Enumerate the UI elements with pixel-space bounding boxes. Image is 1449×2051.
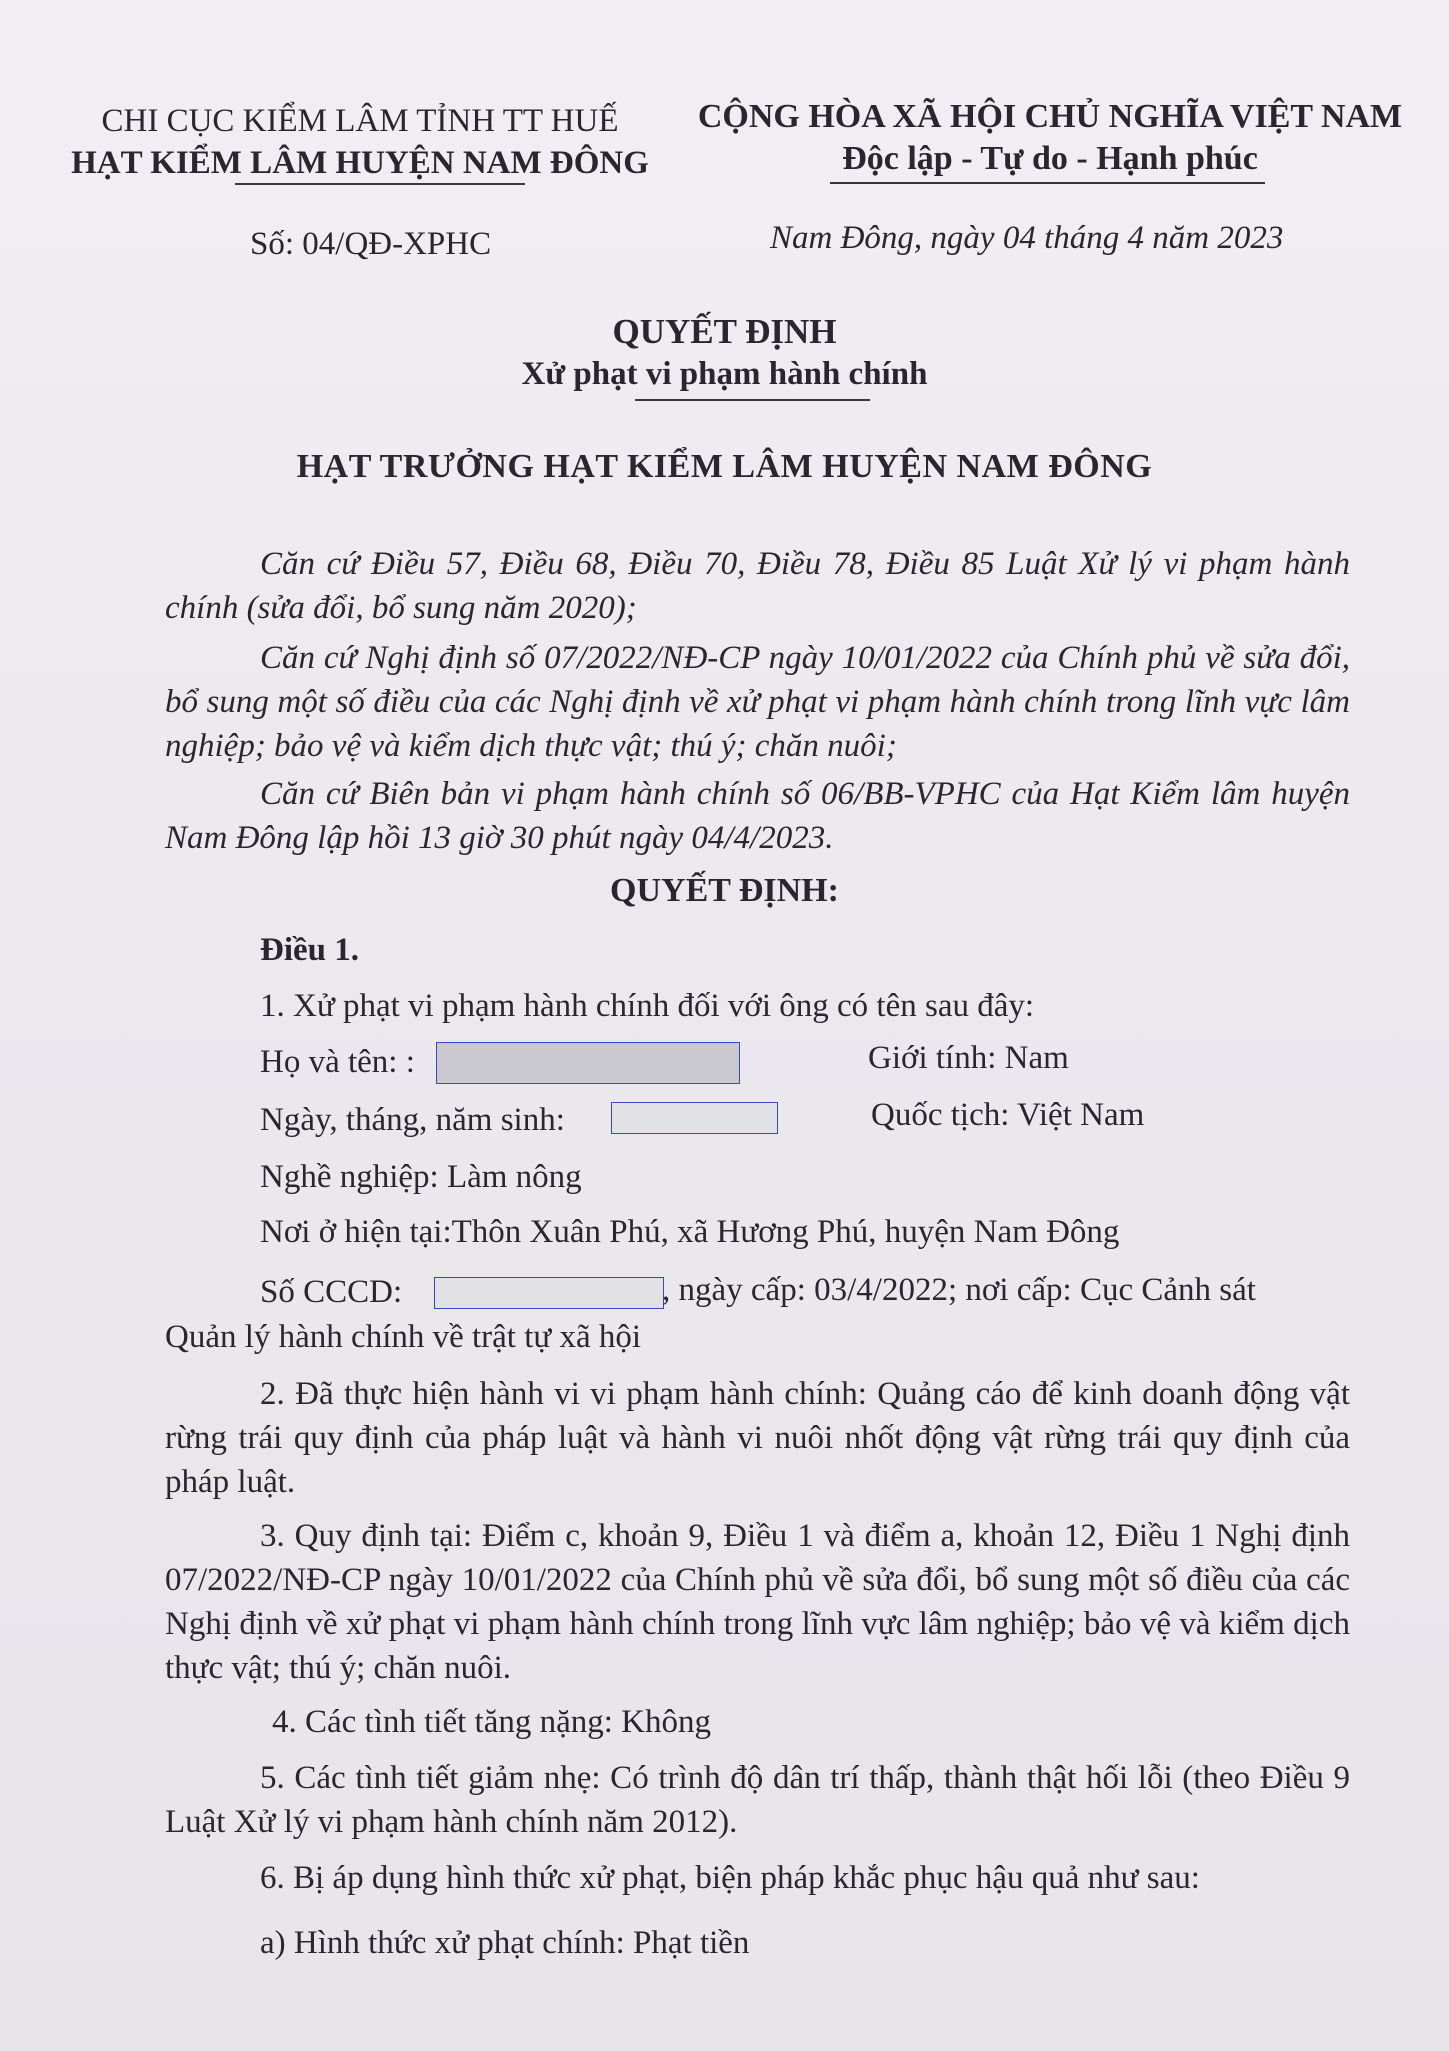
agency-line1: CHI CỤC KIỂM LÂM TỈNH TT HUẾ: [101, 103, 619, 139]
item-1: 1. Xử phạt vi phạm hành chính đối với ông có tên sau đây:: [260, 988, 1035, 1024]
document-title: QUYẾT ĐỊNH: [612, 312, 837, 351]
item-4: 4. Các tình tiết tăng nặng: Không: [272, 1704, 712, 1740]
national-header: [690, 96, 1410, 180]
item-6a: a) Hình thức xử phạt chính: Phạt tiền: [260, 1925, 750, 1961]
id-label: Số CCCD:: [260, 1274, 403, 1310]
name-label: Họ và tên: :: [260, 1044, 415, 1080]
preamble-3: Căn cứ Biên bản vi phạm hành chính số 06/BB-VPHC của Hạt Kiểm lâm huyện Nam Đông lập hồi 13 giờ 30 phút ngày 04/4/2023.: [165, 776, 1350, 856]
agency-underline: [235, 183, 525, 185]
motto-underline: [830, 182, 1265, 184]
occupation: Nghề nghiệp: Làm nông: [260, 1159, 582, 1195]
residence: Nơi ở hiện tại:Thôn Xuân Phú, xã Hương Phú, huyện Nam Đông: [260, 1214, 1120, 1250]
preamble-1: Căn cứ Điều 57, Điều 68, Điều 70, Điều 78, Điều 85 Luật Xử lý vi phạm hành chính (sửa đổi, bổ sung năm 2020);: [165, 546, 1350, 626]
redacted-name: [436, 1042, 740, 1084]
id-issue-info: , ngày cấp: 03/4/2022; nơi cấp: Cục Cảnh sát: [662, 1272, 1256, 1308]
place-date: Nam Đông, ngày 04 tháng 4 năm 2023: [770, 220, 1284, 256]
subtitle-underline: [635, 399, 870, 401]
document-subtitle: Xử phạt vi phạm hành chính: [521, 356, 928, 392]
preamble-2: Căn cứ Nghị định số 07/2022/NĐ-CP ngày 10/01/2022 của Chính phủ về sửa đổi, bổ sung một số điều của các Nghị định về xử phạt vi phạm hành chính trong lĩnh vực lâm nghiệp; bảo vệ và kiểm dịch thực vật; thú ý; chăn nuôi;: [165, 640, 1350, 764]
document-number: Số: 04/QĐ-XPHC: [250, 226, 492, 262]
nation-line2: Độc lập - Tự do - Hạnh phúc: [842, 140, 1258, 177]
nation-line1: CỘNG HÒA XÃ HỘI CHỦ NGHĨA VIỆT NAM: [697, 98, 1403, 135]
item-5: 5. Các tình tiết giảm nhẹ: Có trình độ dân trí thấp, thành thật hối lỗi (theo Điều 9 Luật Xử lý vi phạm hành chính năm 2012).: [165, 1760, 1350, 1840]
issuing-agency: [60, 100, 660, 184]
nationality: Quốc tịch: Việt Nam: [871, 1097, 1145, 1133]
dob-label: Ngày, tháng, năm sinh:: [260, 1102, 565, 1138]
decision-heading: QUYẾT ĐỊNH:: [610, 872, 839, 909]
item-3: 3. Quy định tại: Điểm c, khoản 9, Điều 1 và điểm a, khoản 12, Điều 1 Nghị định 07/2022/NĐ-CP ngày 10/01/2022 của Chính phủ về sửa đổi, bổ sung một số điều của các Nghị định về xử phạt vi phạm hành chính trong lĩnh vực lâm nghiệp; bảo vệ và kiểm dịch thực vật; thú ý; chăn nuôi.: [165, 1518, 1350, 1686]
redacted-dob: [611, 1102, 778, 1134]
gender: Giới tính: Nam: [868, 1040, 1069, 1076]
article-1-heading: Điều 1.: [260, 932, 359, 968]
redacted-id-number: [434, 1277, 664, 1309]
item-2: 2. Đã thực hiện hành vi vi phạm hành chính: Quảng cáo để kinh doanh động vật rừng trái quy định của pháp luật và hành vi nuôi nhốt động vật rừng trái quy định của pháp luật.: [165, 1376, 1350, 1500]
authority-heading: HẠT TRƯỞNG HẠT KIỂM LÂM HUYỆN NAM ĐÔNG: [296, 448, 1153, 485]
agency-line2: HẠT KIỂM LÂM HUYỆN NAM ĐÔNG: [71, 145, 649, 181]
item-6: 6. Bị áp dụng hình thức xử phạt, biện pháp khắc phục hậu quả như sau:: [260, 1860, 1200, 1896]
id-issue-info-cont: Quản lý hành chính về trật tự xã hội: [165, 1319, 642, 1355]
